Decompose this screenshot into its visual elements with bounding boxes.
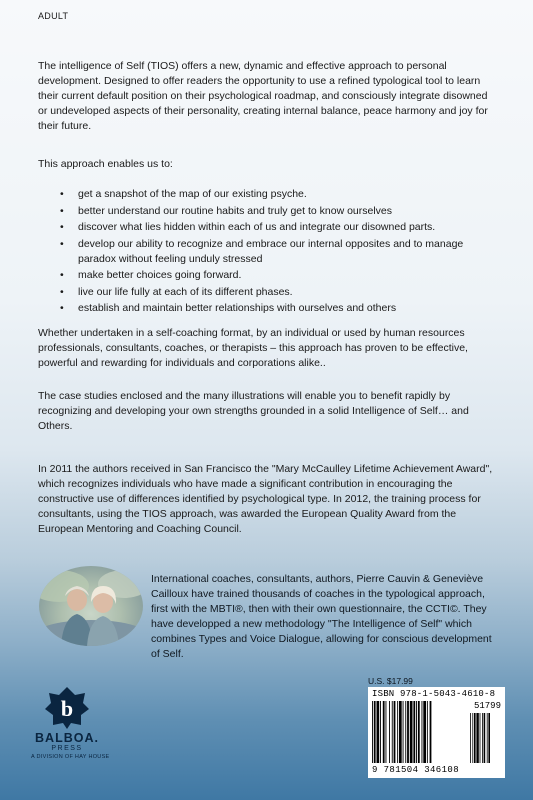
lead-text: This approach enables us to: — [38, 158, 173, 170]
bullet-glyph: • — [60, 302, 64, 314]
bullet-glyph: • — [60, 285, 64, 298]
barcode-addon-bar — [480, 713, 481, 763]
lotus-logo-icon — [45, 685, 89, 729]
list-item — [56, 204, 496, 219]
barcode-bar — [386, 701, 387, 763]
list-item-text: get a snapshot of the map of our existing psyche. — [78, 188, 307, 200]
barcode-bar — [413, 701, 415, 763]
case-studies-text: The case studies enclosed and the many illustrations will enable you to benefit rapidly by recognizing and developing your own strengths grounded in a solid Intelligence of Self… and Others. — [38, 390, 469, 432]
list-item-text: better understand our routine habits and truly get to know ourselves — [78, 204, 393, 217]
list-item-text: develop our ability to recognize and embrace our internal opposites and to manage paradox without feeling unduly stressed — [78, 237, 464, 265]
author-photo — [39, 566, 143, 646]
lead-paragraph — [38, 157, 498, 172]
list-item-text: establish and maintain better relationships with ourselves and others — [78, 302, 397, 314]
barcode-panel — [368, 687, 505, 778]
barcode-bar — [418, 701, 420, 763]
barcode-bar — [394, 701, 396, 763]
publisher-division: A DIVISION OF HAY HOUSE — [31, 754, 110, 760]
bullet-glyph: • — [60, 221, 64, 233]
awards-text: In 2011 the authors received in San Francisco the "Mary McCaulley Lifetime Achievement Award", which recognizes individuals who have made a significant contribution in encouraging the constructive use of differences identified by psychological type. In 2012, the training process for consultants, using the TIOS approach, was awarded the European Quality Award from the European Mentoring and Coaching Council. — [38, 463, 493, 535]
author-photo-illustration — [39, 566, 143, 646]
barcode-bar — [407, 701, 409, 763]
barcode-digits: 9 781504 346108 — [372, 765, 460, 775]
intro-text: The intelligence of Self (TIOS) offers a new, dynamic and effective approach to personal development. Designed to offer readers the opportunity to use a refined typological tool to learn their current default position on their psychological roadmap, and consciously integrate disowned or undeveloped aspects of their personality, creating internal balance, peace harmony and joy for their future. — [38, 60, 488, 132]
barcode-bar — [399, 701, 402, 763]
barcode-addon-bar — [484, 713, 486, 763]
list-item — [56, 268, 496, 283]
barcode-bar — [422, 701, 423, 763]
barcode-bar — [383, 701, 385, 763]
barcode-bar — [392, 701, 393, 763]
publisher-sub: PRESS — [51, 745, 83, 752]
barcode-bar — [403, 701, 404, 763]
list-item-text: make better choices going forward. — [78, 269, 242, 281]
barcode-bar — [405, 701, 406, 763]
barcode-addon-bar — [488, 713, 490, 763]
awards-paragraph — [38, 462, 498, 537]
barcode-bar — [430, 701, 432, 763]
bullet-glyph: • — [60, 204, 64, 217]
barcode-bar — [427, 701, 428, 763]
bullet-glyph: • — [60, 237, 64, 250]
list-item — [56, 220, 496, 235]
isbn-text: ISBN 978-1-5043-4610-8 — [372, 689, 496, 699]
barcode-bar — [397, 701, 398, 763]
barcode-addon-bar — [472, 713, 473, 763]
barcode-bar — [380, 701, 381, 763]
price-label: U.S. $17.99 — [368, 676, 413, 686]
barcode-bar — [389, 701, 390, 763]
benefits-list — [56, 187, 496, 318]
category-label: ADULT — [38, 11, 69, 21]
barcode-bar — [377, 701, 380, 763]
barcode-addon-bar — [470, 713, 471, 763]
logo-letter: b — [60, 696, 74, 721]
publisher-logo — [31, 685, 110, 760]
barcode-addon-bar — [474, 713, 476, 763]
barcode-addon-bar — [487, 713, 488, 763]
bullet-glyph: • — [60, 269, 64, 281]
barcode-bar — [372, 701, 373, 763]
list-item-text: live our life fully at each of its different phases. — [78, 285, 293, 298]
barcode-addon-bar — [476, 713, 478, 763]
list-item — [56, 187, 496, 202]
barcode-bar — [416, 701, 417, 763]
author-bio: International coaches, consultants, authors, Pierre Cauvin & Geneviève Cailloux have trained thousands of coaches in the typological approach, first with the MBTI®, then with their own questionnaire, the CCTI©. They have developped a new methodology "The Intelligence of Self" which combines Types and Voice Dialogue, allowing for conscious development of Self. — [151, 573, 492, 660]
list-item-text: discover what lies hidden within each of us and integrate our disowned parts. — [78, 221, 436, 233]
usage-paragraph — [38, 326, 498, 371]
bullet-glyph: • — [60, 188, 64, 200]
usage-text: Whether undertaken in a self-coaching format, by an individual or used by human resources professionals, consultants, coaches, or therapists – this approach has proven to be effective, powerful and rewarding for individuals and corporations alike.. — [38, 327, 468, 369]
barcode-bar — [410, 701, 413, 763]
barcode-bar — [423, 701, 426, 763]
intro-paragraph — [38, 59, 498, 134]
publisher-name: BALBOA. — [35, 731, 99, 745]
list-item — [56, 237, 496, 267]
barcode-addon-bar — [482, 713, 483, 763]
case-studies-paragraph — [38, 389, 498, 434]
list-item — [56, 301, 496, 316]
barcode-graphic — [372, 701, 501, 765]
list-item — [56, 285, 496, 300]
barcode-addon-digits: 51799 — [473, 701, 501, 711]
barcode-bar — [374, 701, 376, 763]
